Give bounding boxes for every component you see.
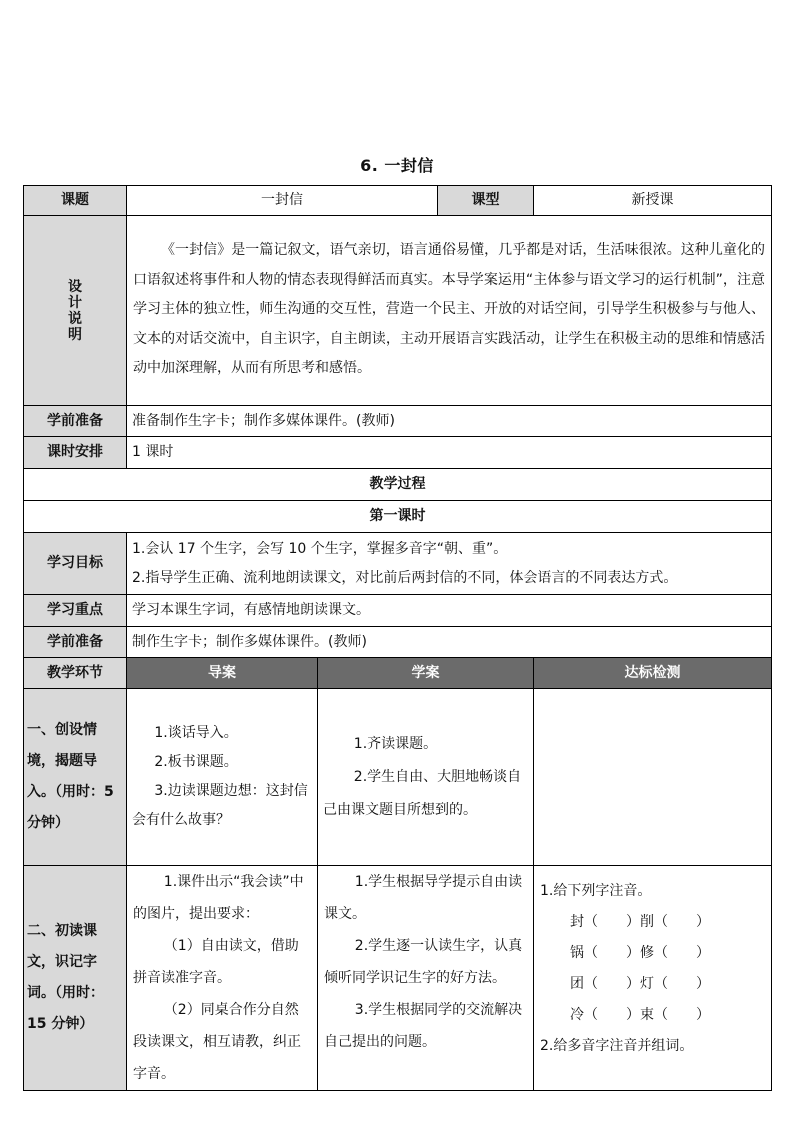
prep-row xyxy=(24,406,772,437)
topic-label: 课题 xyxy=(24,186,127,216)
design-paragraph: 《一封信》是一篇记叙文，语气亲切，语言通俗易懂，几乎都是对话，生活味很浓。这种儿童化的口语叙述将事件和人物的情态表现得鲜活而真实。本导学案运用“主体参与语文学习的运行机制”，注意学习主体的独立性，师生沟通的交互性，营造一个民主、开放的对话空间，引导学生积极参与与他人、文本的对话交流中，自主识字，自主朗读，主动开展语言实践活动，让学生在积极主动的思维和情感活动中加深理解，从而有所思考和感悟。 xyxy=(133,242,765,377)
stage-column-header: 教学环节 xyxy=(24,658,127,689)
study-item: 2.学生自由、大胆地畅谈自己由课文题目所想到的。 xyxy=(323,768,522,818)
goals-label: 学习目标 xyxy=(24,533,127,595)
quiz-item: 封（ ）削（ ） xyxy=(570,914,710,930)
lesson-plan-table xyxy=(23,185,772,1091)
design-row xyxy=(24,216,772,406)
guide-cell xyxy=(127,689,318,866)
stage-name: 一、创设情境，揭题导入。（用时：5 分钟） xyxy=(24,689,127,866)
check-cell xyxy=(534,866,772,1091)
lesson-title-row xyxy=(24,501,772,533)
process-title: 教学过程 xyxy=(24,469,772,501)
schedule-row xyxy=(24,437,772,469)
prep-value: 准备制作生字卡；制作多媒体课件。(教师) xyxy=(127,406,772,437)
focus-label: 学习重点 xyxy=(24,595,127,627)
prep2-value: 制作生字卡；制作多媒体课件。(教师) xyxy=(127,627,772,658)
type-value: 新授课 xyxy=(534,186,772,216)
guide-item: （2）同桌合作分自然段读课文，相互请教，纠正字音。 xyxy=(133,1002,301,1082)
guide-column-header: 导案 xyxy=(127,658,318,689)
type-label: 课型 xyxy=(438,186,534,216)
prep2-row xyxy=(24,627,772,658)
quiz-item: 锅（ ）修（ ） xyxy=(570,945,710,961)
guide-cell xyxy=(127,866,318,1091)
study-cell xyxy=(318,689,534,866)
quiz-item: 2.给多音字注音并组词。 xyxy=(540,1038,694,1054)
check-column-header: 达标检测 xyxy=(534,658,772,689)
schedule-label: 课时安排 xyxy=(24,437,127,469)
quiz-item: 冷（ ）束（ ） xyxy=(570,1007,710,1023)
prep-label: 学前准备 xyxy=(24,406,127,437)
prep2-label: 学前准备 xyxy=(24,627,127,658)
focus-row xyxy=(24,595,772,627)
study-item: 3.学生根据同学的交流解决自己提出的问题。 xyxy=(324,1002,523,1050)
goals-value xyxy=(127,533,772,595)
design-label: 设 计 说 明 xyxy=(24,216,127,406)
process-title-row xyxy=(24,469,772,501)
topic-value: 一封信 xyxy=(127,186,438,216)
page-title: 6. 一封信 xyxy=(360,156,434,175)
guide-item: 1.课件出示“我会读”中的图片，提出要求： xyxy=(133,874,304,922)
stage-row xyxy=(24,866,772,1091)
quiz-item: 团（ ）灯（ ） xyxy=(570,976,710,992)
guide-item: （1）自由读文，借助拼音读准字音。 xyxy=(133,938,299,986)
design-text xyxy=(127,216,772,406)
study-item: 1.学生根据导学提示自由读课文。 xyxy=(324,874,523,922)
guide-item: 2.板书课题。 xyxy=(154,754,238,770)
stage-row xyxy=(24,689,772,866)
study-column-header: 学案 xyxy=(318,658,534,689)
study-cell xyxy=(318,866,534,1091)
check-cell xyxy=(534,689,772,866)
quiz-item: 1.给下列字注音。 xyxy=(540,883,652,899)
guide-item: 1.谈话导入。 xyxy=(154,725,238,741)
goal-item: 2.指导学生正确、流利地朗读课文，对比前后两封信的不同，体会语言的不同表达方式。 xyxy=(132,569,678,586)
column-header-row xyxy=(24,658,772,689)
lesson-title: 第一课时 xyxy=(24,501,772,533)
guide-item: 3.边读课题边想：这封信会有什么故事？ xyxy=(132,783,308,828)
schedule-value: 1 课时 xyxy=(127,437,772,469)
study-item: 1.齐读课题。 xyxy=(353,735,438,752)
study-item: 2.学生逐一认读生字，认真倾听同学识记生字的好方法。 xyxy=(324,938,523,986)
stage-name: 二、初读课文，识记字词。（用时：15 分钟） xyxy=(24,866,127,1091)
goal-item: 1.会认 17 个生字，会写 10 个生字，掌握多音字“朝、重”。 xyxy=(132,540,508,557)
goals-row xyxy=(24,533,772,595)
topic-row xyxy=(24,186,772,216)
focus-value: 学习本课生字词，有感情地朗读课文。 xyxy=(127,595,772,627)
